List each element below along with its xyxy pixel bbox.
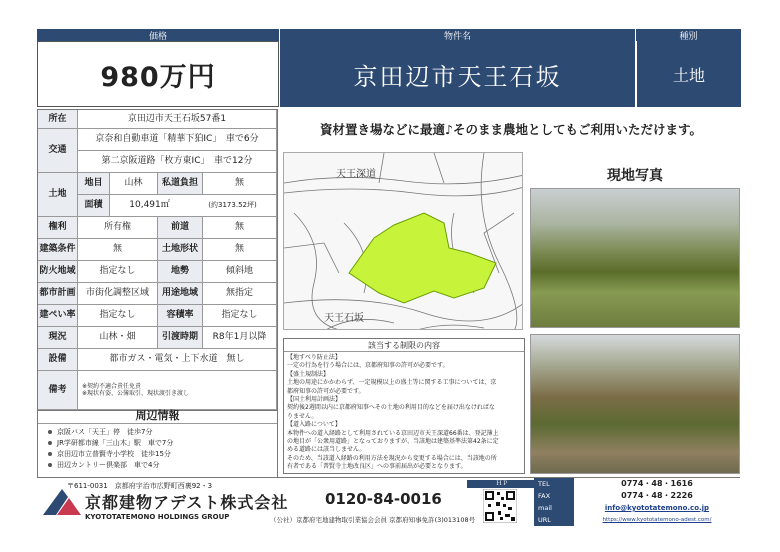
restriction-line: 【国土利用計画法】 <box>287 396 342 404</box>
address-value: 京田辺市天王石坂57番1 <box>78 110 277 129</box>
status-value: 山林・畑 <box>78 327 158 349</box>
property-type-box <box>636 41 741 107</box>
nearby-section <box>37 408 278 478</box>
restrictions-body <box>284 352 524 474</box>
area-tsubo: (約3173.52坪) <box>208 201 257 210</box>
site-photo-2 <box>530 334 740 474</box>
price-value: 980万円 <box>100 61 216 93</box>
fire-label: 防火地域 <box>38 261 78 283</box>
restriction-line: 有者である「普賢寺土地改良区」への事前届出が必要となります。 <box>287 463 467 471</box>
city-value: 市街化調整区域 <box>78 283 158 305</box>
qr-code-icon[interactable] <box>483 489 517 523</box>
company-name: 京都建物アデスト株式会社 <box>85 493 289 512</box>
contact-fax-row <box>534 490 740 502</box>
type-header <box>636 29 741 41</box>
restriction-line: 契約後2週間以内に京都府知事へその土地の利用目的などを届け出なければな <box>287 404 495 412</box>
site-photo-1 <box>530 188 740 328</box>
restriction-line: 本物件への道入経路として利用されている京田辺市天王深道66番は、登記簿上 <box>287 429 499 437</box>
tel-number[interactable]: 0774・48・1616 <box>621 479 693 488</box>
property-name-box <box>280 41 635 107</box>
hp-label: ＨＰ <box>467 480 537 488</box>
note-line-1: ※契約不適合責任免責 <box>82 382 142 390</box>
contact-mail-row <box>534 502 740 514</box>
note-label: 備考 <box>38 371 78 410</box>
footer <box>37 477 740 527</box>
nearby-item <box>48 437 267 448</box>
note-line-2: ※現状有姿、公簿取引、現状渡引き渡し <box>82 390 190 397</box>
catch-copy: 資材置き場などに最適♪そのまま農地としてもご利用いただけます。 <box>320 122 702 137</box>
map-label-2: 天王石坂 <box>324 313 364 324</box>
traffic-value-1: 京奈和自動車道「精華下狛IC」 車で6分 <box>78 129 277 151</box>
restriction-line: の地目が「公衆用道路」となっておりますが、当該地は建築基準法第42条に定 <box>287 438 499 446</box>
equip-label: 設備 <box>38 349 78 371</box>
far-label: 容積率 <box>158 305 203 327</box>
price-box <box>37 41 279 107</box>
website-link[interactable]: https://www.kyototatemono-adest.com/ <box>602 517 712 523</box>
nearby-item-text: 京田辺市立普賢寺小学校 徒歩15分 <box>57 449 171 458</box>
use-label: 用途地域 <box>158 283 203 305</box>
mail-address[interactable]: info@kyototatemono.co.jp <box>604 504 710 512</box>
name-header <box>280 29 635 41</box>
shape-label: 土地形状 <box>158 239 203 261</box>
chimoku-value: 山林 <box>110 173 158 195</box>
mail-label: mail <box>534 502 574 514</box>
equip-value: 都市ガス・電気・上下水道 無し <box>78 349 277 371</box>
terrain-value: 傾斜地 <box>203 261 277 283</box>
traffic-value-2: 第二京阪道路「枚方東IC」 車で12分 <box>78 151 277 173</box>
bullet-icon <box>48 463 52 467</box>
area-value <box>110 195 277 217</box>
map-panel <box>283 152 523 330</box>
nearby-item <box>48 426 267 437</box>
fax-label: FAX <box>534 490 574 502</box>
property-area <box>349 213 496 303</box>
map-image <box>284 153 523 330</box>
address-label: 所在 <box>38 110 78 129</box>
footer-postal: 〒611-0031 京都府宇治市広野町西裏92・3 <box>67 482 213 490</box>
bcr-value: 指定なし <box>78 305 158 327</box>
details-table <box>37 109 278 411</box>
restriction-line: 【盛土規制法】 <box>287 370 330 378</box>
map-label-1: 天王深道 <box>336 169 376 180</box>
far-value: 指定なし <box>203 305 277 327</box>
status-label: 現況 <box>38 327 78 349</box>
bcr-label: 建ぺい率 <box>38 305 78 327</box>
traffic-label: 交通 <box>38 129 78 173</box>
terrain-label: 地勢 <box>158 261 203 283</box>
rights-value: 所有権 <box>78 217 158 239</box>
license-text: （公社）京都府宅地建物取引業協会会員 京都府知事免許(3)013108号 <box>270 516 476 524</box>
front-value: 無 <box>203 217 277 239</box>
front-label: 前道 <box>158 217 203 239</box>
type-header-label: 種別 <box>679 31 698 42</box>
restrictions-title: 該当する制限の内容 <box>284 339 524 352</box>
shape-value: 無 <box>203 239 277 261</box>
nearby-list <box>38 424 277 472</box>
restriction-line: 土地の用途にかかわらず、一定規模以上の盛土等に関する工事については、京 <box>287 379 497 387</box>
freecall-number[interactable]: 0120-84-0016 <box>325 490 442 508</box>
name-header-label: 物件名 <box>443 31 471 42</box>
nearby-item <box>48 448 267 459</box>
nearby-item-text: 京阪バス「天王」停 徒歩7分 <box>57 427 153 436</box>
nearby-title: 周辺情報 <box>38 408 277 424</box>
property-type: 土地 <box>672 65 705 85</box>
city-label: 都市計画 <box>38 283 78 305</box>
build-value: 無 <box>78 239 158 261</box>
restriction-line: 【地すべり防止法】 <box>287 354 341 361</box>
contact-url-row <box>534 514 740 526</box>
restriction-line: りません。 <box>287 412 318 420</box>
restriction-line: そのため、当該道入経路の利用方法を現況から変更する場合には、当該地の所 <box>287 454 497 462</box>
bullet-icon <box>48 452 52 456</box>
price-header-label: 価格 <box>148 31 167 42</box>
property-name: 京田辺市天王石坂 <box>353 62 562 91</box>
delivery-value: R8年1月以降 <box>203 327 277 349</box>
fax-number: 0774・48・2226 <box>621 491 693 500</box>
fire-value: 指定なし <box>78 261 158 283</box>
bullet-icon <box>48 430 52 434</box>
company-name-en: KYOTOTATEMONO HOLDINGS GROUP <box>85 513 230 521</box>
nearby-item-text: 田辺カントリー倶楽部 車で4分 <box>57 460 160 469</box>
price-header <box>37 29 279 41</box>
nearby-item <box>48 459 267 470</box>
photo-title: 現地写真 <box>607 168 663 184</box>
nearby-item-text: JR学研都市線「三山木」駅 車で7分 <box>57 438 174 447</box>
rights-label: 権利 <box>38 217 78 239</box>
restriction-line: める道路には該当しません。 <box>287 446 366 454</box>
tel-label: TEL <box>534 478 574 490</box>
restriction-line: 都府知事の許可が必要です。 <box>287 387 365 395</box>
area-sqm: 10,491㎡ <box>129 200 170 211</box>
url-label: URL <box>534 514 574 526</box>
contact-tel-row <box>534 478 740 490</box>
bullet-icon <box>48 441 52 445</box>
land-label: 土地 <box>38 173 78 217</box>
shido-value: 無 <box>203 173 277 195</box>
build-label: 建築条件 <box>38 239 78 261</box>
restriction-line: 【道入路について】 <box>287 421 341 429</box>
company-logo-icon <box>43 489 81 515</box>
restriction-line: 一定の行為を行う場合には、京都府知事の許可が必要です。 <box>287 362 449 370</box>
restrictions-section <box>283 338 525 474</box>
use-value: 無指定 <box>203 283 277 305</box>
area-label: 面積 <box>78 195 110 217</box>
delivery-label: 引渡時期 <box>158 327 203 349</box>
shido-label: 私道負担 <box>158 173 203 195</box>
note-value <box>78 371 277 410</box>
chimoku-label: 地目 <box>78 173 110 195</box>
